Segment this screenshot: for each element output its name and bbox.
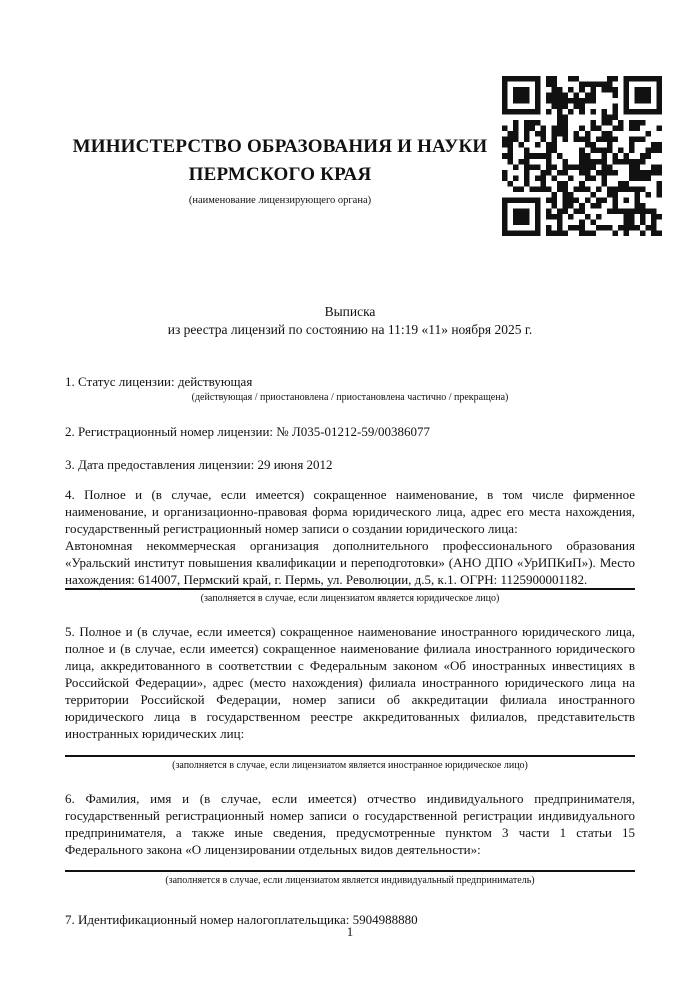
entrepreneur-fill-caption: (заполняется в случае, если лицензиатом является индивидуальный предприниматель) xyxy=(165,875,535,886)
legal-entity-fill-caption: (заполняется в случае, если лицензиатом является юридическое лицо) xyxy=(200,593,500,604)
license-status-options-caption: (действующая / приостановлена / приостановлена частично / прекращена) xyxy=(191,392,509,403)
qr-code-image xyxy=(502,76,662,236)
license-status-line: 1. Статус лицензии: действующая xyxy=(65,374,253,389)
license-grant-date-line: 3. Дата предоставления лицензии: 29 июня 2012 xyxy=(65,457,333,472)
fill-in-rule-legal-entity xyxy=(65,588,635,590)
licensing-authority-caption: (наименование лицензирующего органа) xyxy=(188,195,372,206)
qr-code xyxy=(502,76,662,236)
fill-in-rule-entrepreneur xyxy=(65,870,635,872)
individual-entrepreneur-label: 6. Фамилия, имя и (в случае, если имеется) отчество индивидуального предпринимателя, государственный регистрационный номер записи о государственной регистрации индивидуального предпринимателя, а также иные сведения, предусмотренные пунктом 3 части 1 статьи 15 Федерального закона «О лицензировании отдельных видов деятельности»: xyxy=(65,791,635,857)
foreign-entity-label: 5. Полное и (в случае, если имеется) сокращенное наименование иностранного юридического лица, полное и (в случае, если имеется) сокращенное наименование филиала иностранного юридического лица, аккредитованного в соответствии с Федеральным законом «Об иностранных инвестициях в Российской Федерации», адрес (место нахождения) филиала иностранного юридического лица на территории Российской Федерации, номер записи об аккредитации филиала иностранного юридического лица в государственном реестре аккредитованных филиалов, представительств иностранных юридических лиц: xyxy=(65,624,635,741)
document-body xyxy=(65,299,635,928)
ministry-header xyxy=(65,133,495,207)
registration-number-line: 2. Регистрационный номер лицензии: № Л035-01212-59/00386077 xyxy=(65,424,431,439)
taxpayer-id-line: 7. Идентификационный номер налогоплательщика: 5904988880 xyxy=(65,912,418,927)
ministry-name-line1: МИНИСТЕРСТВО ОБРАЗОВАНИЯ И НАУКИ xyxy=(72,136,488,157)
document-title-line1: Выписка xyxy=(324,304,376,319)
document-title-line2: из реестра лицензий по состоянию на 11:19 «11» ноября 2025 г. xyxy=(167,322,533,337)
page-number: 1 xyxy=(346,925,354,939)
foreign-entity-fill-caption: (заполняется в случае, если лицензиатом является иностранное юридическое лицо) xyxy=(172,760,528,771)
document-title xyxy=(65,299,635,339)
fill-in-rule-foreign-entity xyxy=(65,755,635,757)
ministry-name-line2: ПЕРМСКОГО КРАЯ xyxy=(188,164,372,185)
legal-entity-value: Автономная некоммерческая организация дополнительного профессионального образования «Уральский институт повышения квалификации и переподготовки» (АНО ДПО «УрИПКиП»). Место нахождения: 614007, Пермский край, г. Пермь, ул. Революции, д.5, к.1. ОГРН: 1125900001182. xyxy=(65,538,635,587)
legal-entity-label: 4. Полное и (в случае, если имеется) сокращенное наименование, в том числе фирменное наименование, и организационно-правовая форма юридического лица, адрес его места нахождения, государственный регистрационный номер записи о создании юридического лица: xyxy=(65,487,635,536)
